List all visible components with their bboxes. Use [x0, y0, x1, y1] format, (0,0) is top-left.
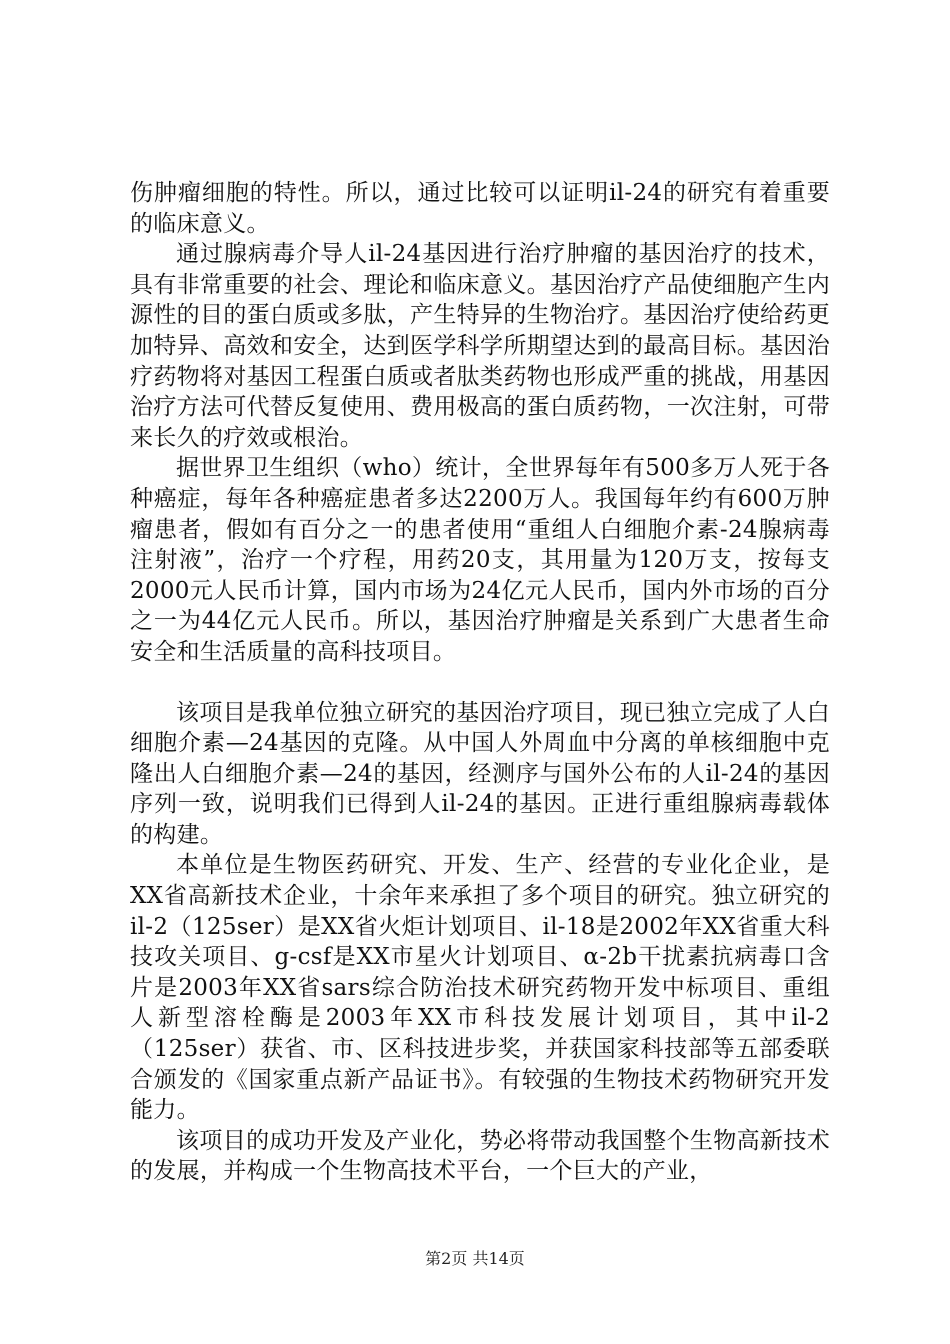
page-number-footer: 第2页 共14页 — [425, 1249, 525, 1268]
paragraph-market: 据世界卫生组织（who）统计，全世界每年有500多万人死于各种癌症，每年各种癌症患者多达2200万人。我国每年约有600万肿瘤患者，假如有百分之一的患者使用“重组人白细胞介素-24腺病毒注射液”，治疗一个疗程，用药20支，其用量为120万支，按每支2000元人民币计算，国内市场为24亿元人民币，国内外市场的百分之一为44亿元人民币。所以，基因治疗肿瘤是关系到广大患者生命安全和生活质量的高科技项目。 — [130, 455, 830, 665]
paragraph-industrialization: 该项目的成功开发及产业化，势必将带动我国整个生物高新技术的发展，并构成一个生物高技术平台，一个巨大的产业， — [130, 1127, 830, 1185]
paragraph-continuation: 伤肿瘤细胞的特性。所以，通过比较可以证明il-24的研究有着重要的临床意义。 — [130, 180, 830, 237]
paragraph-company: 本单位是生物医药研究、开发、生产、经营的专业化企业，是XX省高新技术企业，十余年来承担了多个项目的研究。独立研究的il-2（125ser）是XX省火炬计划项目、il-18是2002年XX省重大科技攻关项目、g-csf是XX市星火计划项目、α-2b干扰素抗病毒口含片是2003年XX省sars综合防治技术研究药物开发中标项目、重组人新型溶栓酶是2003年XX市科技发展计划项目，其中il-2（125ser）获省、市、区科技进步奖，并获国家科技部等五部委联合颁发的《国家重点新产品证书》。有较强的生物技术药物研究开发能力。 — [130, 852, 830, 1124]
paragraph-gene-therapy: 通过腺病毒介导人il-24基因进行治疗肿瘤的基因治疗的技术，具有非常重要的社会、理论和临床意义。基因治疗产品使细胞产生内源性的目的蛋白质或多肽，产生特异的生物治疗。基因治疗使给药更加特异、高效和安全，达到医学科学所期望达到的最高目标。基因治疗药物将对基因工程蛋白质或者肽类药物也形成严重的挑战，用基因治疗方法可代替反复使用、费用极高的蛋白质药物，一次注射，可带来长久的疗效或根治。 — [130, 241, 830, 451]
paragraph-project-status: 该项目是我单位独立研究的基因治疗项目，现已独立完成了人白细胞介素—24基因的克隆。从中国人外周血中分离的单核细胞中克隆出人白细胞介素—24的基因，经测序与国外公布的人il-24的基因序列一致，说明我们已得到人il-24的基因。正进行重组腺病毒载体的构建。 — [130, 699, 830, 848]
document-body — [130, 178, 830, 1187]
